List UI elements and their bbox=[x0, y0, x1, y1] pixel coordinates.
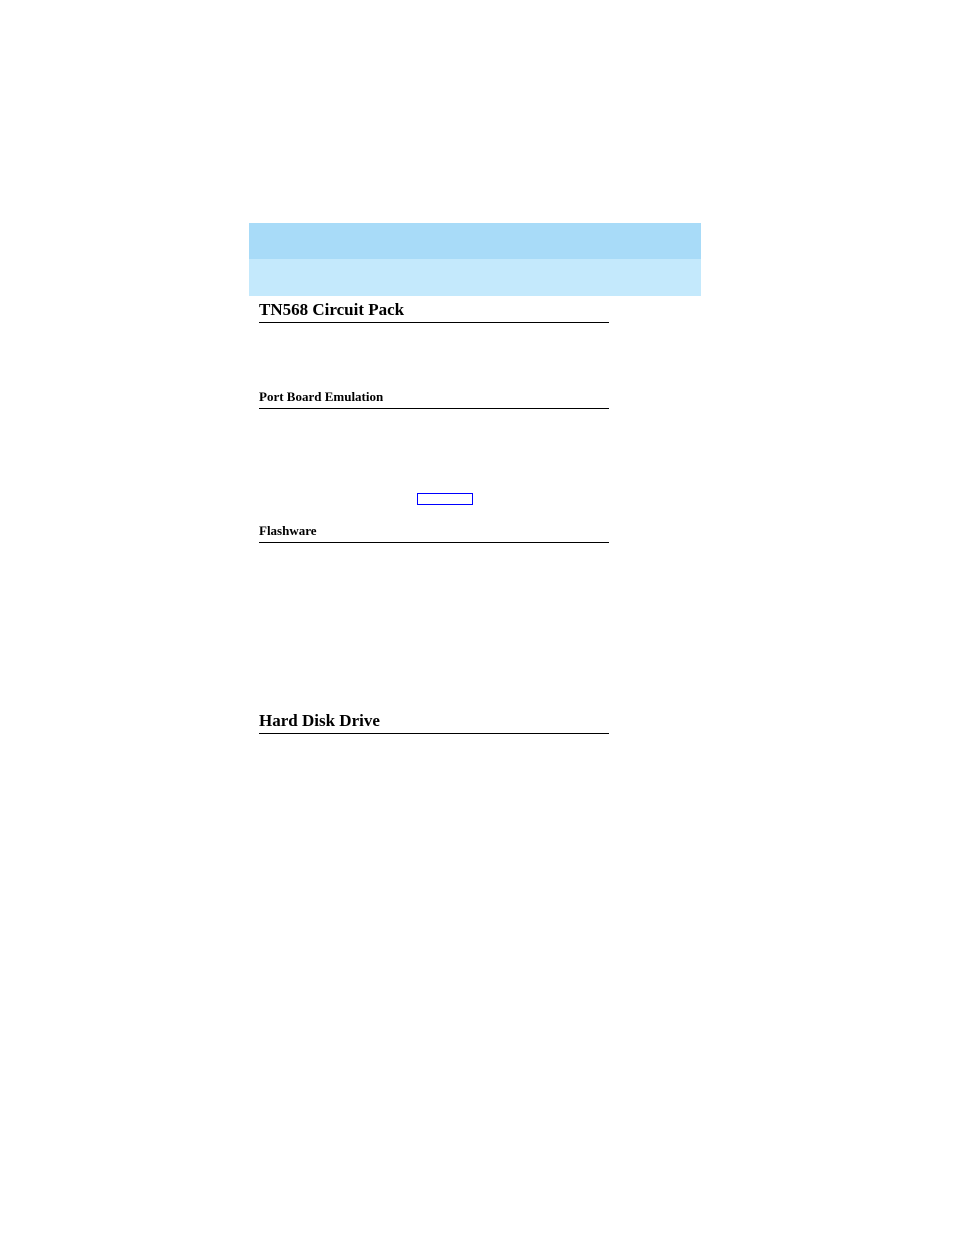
heading-tn568-circuit-pack: TN568 Circuit Pack bbox=[259, 301, 609, 323]
heading-hard-disk-drive: Hard Disk Drive bbox=[259, 712, 609, 734]
header-band-top bbox=[249, 223, 701, 259]
cross-reference-link[interactable] bbox=[417, 493, 473, 505]
heading-flashware: Flashware bbox=[259, 524, 609, 543]
header-band-bottom bbox=[249, 259, 701, 296]
heading-port-board-emulation: Port Board Emulation bbox=[259, 390, 609, 409]
